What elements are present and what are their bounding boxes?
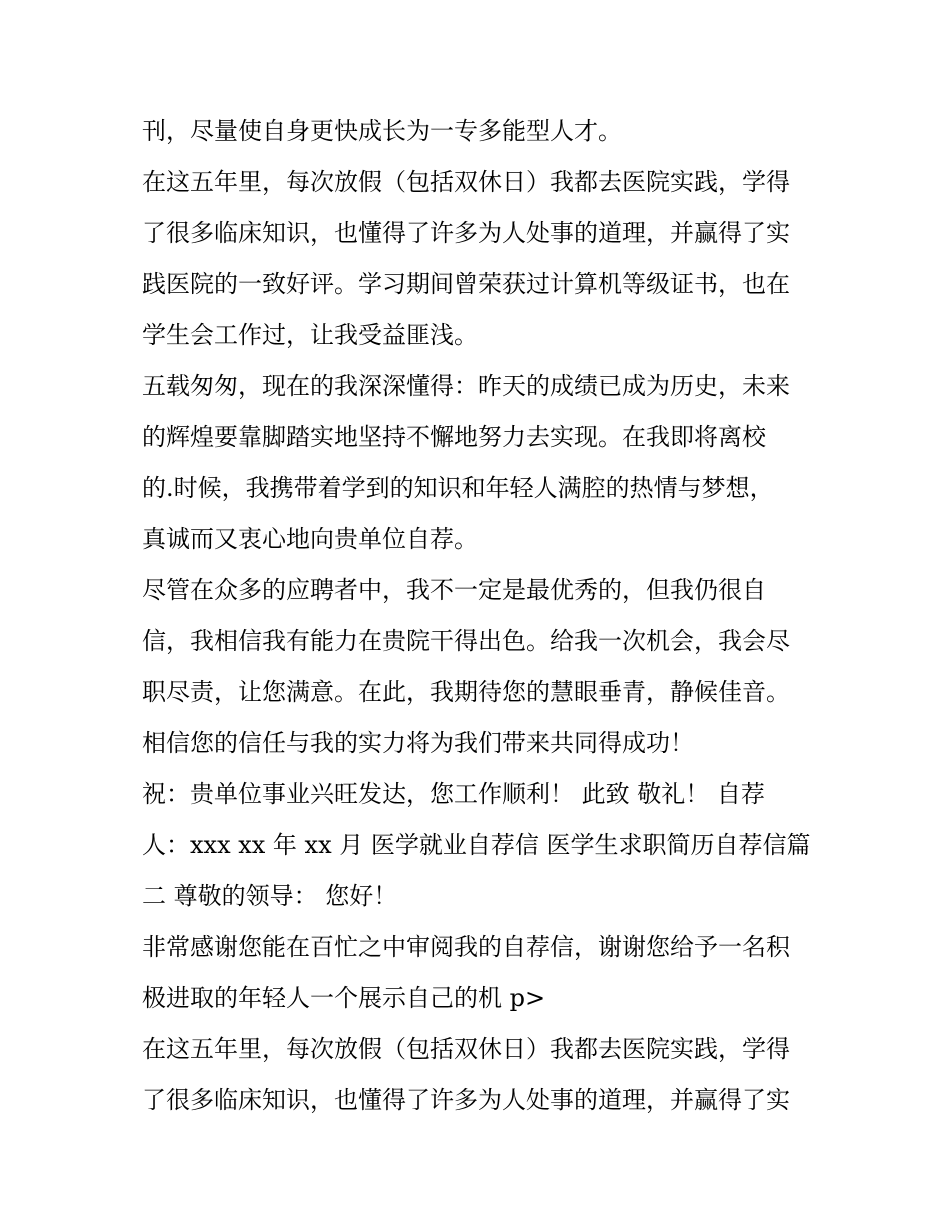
text-line: 在这五年里，每次放假（包括双休日）我都去医院实践，学得: [142, 1035, 790, 1063]
text-line: 了很多临床知识，也懂得了许多为人处事的道理，并赢得了实: [142, 1086, 790, 1114]
text-line: 的辉煌要靠脚踏实地坚持不懈地努力去实现。在我即将离校: [142, 423, 766, 451]
text-line: 五载匆匆，现在的我深深懂得：昨天的成绩已成为历史，未来: [142, 372, 790, 400]
text-line: 人：xxx xx 年 xx 月 医学就业自荐信 医学生求职简历自荐信篇: [142, 831, 811, 859]
text-line: 职尽责，让您满意。在此，我期待您的慧眼垂青，静候佳音。: [142, 678, 790, 706]
text-line: 的.时候，我携带着学到的知识和年轻人满腔的热情与梦想，: [142, 474, 774, 502]
text-line: 信，我相信我有能力在贵院干得出色。给我一次机会，我会尽: [142, 627, 790, 655]
text-line: 尽管在众多的应聘者中，我不一定是最优秀的，但我仍很自: [142, 576, 766, 604]
text-line: 了很多临床知识，也懂得了许多为人处事的道理，并赢得了实: [142, 219, 790, 247]
text-line: 在这五年里，每次放假（包括双休日）我都去医院实践，学得: [142, 168, 790, 196]
text-line: 极进取的年轻人一个展示自己的机 p>: [142, 984, 546, 1012]
text-line: 学生会工作过，让我受益匪浅。: [142, 321, 478, 349]
text-line: 非常感谢您能在百忙之中审阅我的自荐信，谢谢您给予一名积: [142, 933, 790, 961]
text-line: 真诚而又衷心地向贵单位自荐。: [142, 525, 478, 553]
document-body: [142, 106, 822, 1126]
text-line: 刊，尽量使自身更快成长为一专多能型人才。: [142, 117, 622, 145]
text-line: 践医院的一致好评。学习期间曾荣获过计算机等级证书，也在: [142, 270, 790, 298]
text-line: 二 尊敬的领导： 您好！: [142, 882, 398, 910]
text-line: 相信您的信任与我的实力将为我们带来共同得成功！: [142, 729, 694, 757]
text-line: 祝：贵单位事业兴旺发达，您工作顺利！ 此致 敬礼！ 自荐: [142, 780, 765, 808]
